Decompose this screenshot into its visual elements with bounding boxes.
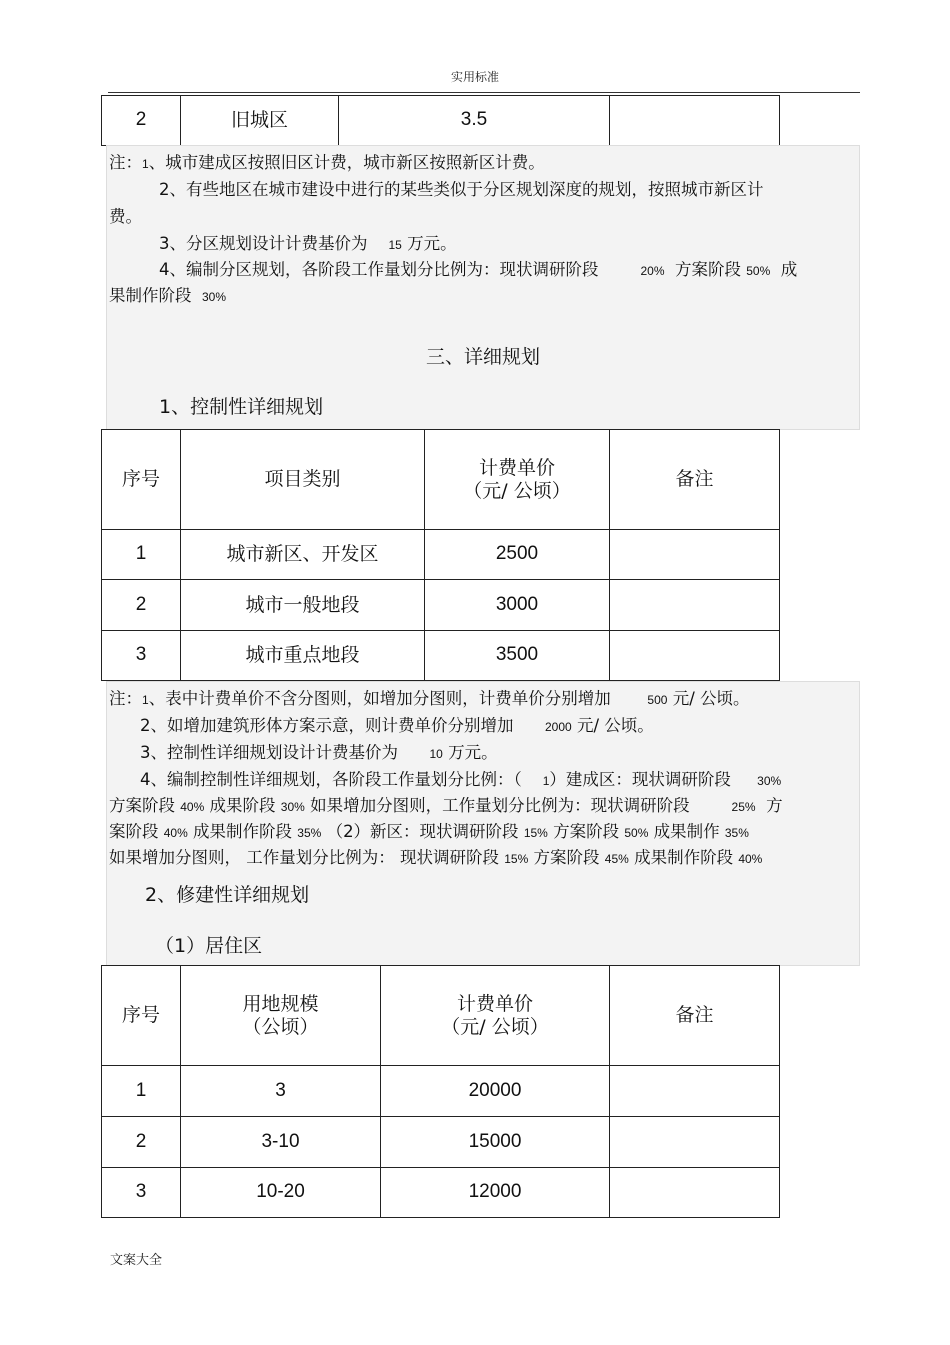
table-row bbox=[102, 530, 780, 580]
note-line: 4、编制分区规划，各阶段工作量划分比例为：现状调研阶段 20% 方案阶段 50% 成 bbox=[159, 260, 798, 279]
cell-price: 20000 bbox=[381, 1066, 610, 1117]
note-line: 如果增加分图则， 工作量划分比例为： 现状调研阶段 15% 方案阶段 45% 成果制作阶段 40% bbox=[109, 848, 763, 867]
subsection-title: （1）居住区 bbox=[155, 935, 263, 957]
table-row bbox=[102, 580, 780, 631]
note-line: 果制作阶段 30% bbox=[109, 286, 227, 305]
table-row bbox=[102, 1168, 780, 1218]
cell-note bbox=[610, 96, 780, 146]
cell-note bbox=[610, 1168, 780, 1218]
cell-note bbox=[610, 631, 780, 681]
header-no: 序号 bbox=[102, 430, 181, 530]
cell-price: 3500 bbox=[425, 631, 610, 681]
header-category: 项目类别 bbox=[181, 430, 425, 530]
note-line: 2、如增加建筑形体方案示意，则计费单价分别增加 2000 元/ 公顷。 bbox=[140, 716, 654, 735]
table-row bbox=[102, 1117, 780, 1168]
note-line: 2、有些地区在城市建设中进行的某些类似于分区规划深度的规划，按照城市新区计 bbox=[159, 180, 764, 199]
cell-no: 2 bbox=[102, 96, 181, 146]
note-line: 费。 bbox=[109, 207, 142, 226]
page-footer: 文案大全 bbox=[110, 1253, 163, 1268]
cell-category: 城市一般地段 bbox=[181, 580, 425, 631]
cell-price: 15000 bbox=[381, 1117, 610, 1168]
cell-no: 2 bbox=[102, 580, 181, 631]
district-fee-table-continued bbox=[101, 95, 780, 146]
header-note: 备注 bbox=[610, 430, 780, 530]
cell-note bbox=[610, 580, 780, 631]
cell-no: 1 bbox=[102, 530, 181, 580]
note-line: 4、编制控制性详细规划，各阶段工作量划分比例：（ 1）建成区：现状调研阶段 30% bbox=[140, 770, 782, 789]
cell-no: 1 bbox=[102, 1066, 181, 1117]
notes-block-2 bbox=[106, 681, 860, 966]
note-line: 3、分区规划设计计费基价为 15 万元。 bbox=[159, 234, 457, 253]
table-row bbox=[102, 1066, 780, 1117]
subsection-title: 2、修建性详细规划 bbox=[145, 884, 310, 906]
cell-value: 3.5 bbox=[339, 96, 610, 146]
section-title: 三、详细规划 bbox=[425, 346, 540, 368]
header-no: 序号 bbox=[102, 966, 181, 1066]
cell-no: 2 bbox=[102, 1117, 181, 1168]
cell-category: 城市新区、开发区 bbox=[181, 530, 425, 580]
header-price: 计费单价 （元/ 公顷） bbox=[425, 430, 610, 530]
header-divider bbox=[108, 92, 860, 93]
note-line: 注：1、表中计费单价不含分图则，如增加分图则，计费单价分别增加 500 元/ 公顷。 bbox=[109, 689, 750, 708]
cell-note bbox=[610, 530, 780, 580]
cell-scale: 10-20 bbox=[181, 1168, 381, 1218]
cell-price: 3000 bbox=[425, 580, 610, 631]
note-line: 方案阶段 40% 成果阶段 30% 如果增加分图则，工作量划分比例为：现状调研阶段 25% 方 bbox=[109, 796, 783, 815]
notes-block-1 bbox=[106, 145, 860, 430]
subsection-title: 1、控制性详细规划 bbox=[159, 396, 324, 418]
header-price: 计费单价 （元/ 公顷） bbox=[381, 966, 610, 1066]
header-note: 备注 bbox=[610, 966, 780, 1066]
regulatory-plan-fee-table bbox=[101, 429, 780, 681]
cell-scale: 3 bbox=[181, 1066, 381, 1117]
residential-fee-table bbox=[101, 965, 780, 1218]
table-header-row bbox=[102, 430, 780, 530]
cell-note bbox=[610, 1117, 780, 1168]
table-row bbox=[102, 96, 780, 146]
cell-scale: 3-10 bbox=[181, 1117, 381, 1168]
page-header: 实用标准 bbox=[450, 70, 499, 84]
note-line: 注：1、城市建成区按照旧区计费，城市新区按照新区计费。 bbox=[109, 153, 545, 172]
cell-category: 城市重点地段 bbox=[181, 631, 425, 681]
cell-note bbox=[610, 1066, 780, 1117]
cell-category: 旧城区 bbox=[181, 96, 339, 146]
note-line: 3、控制性详细规划设计计费基价为 10 万元。 bbox=[140, 743, 498, 762]
cell-price: 2500 bbox=[425, 530, 610, 580]
table-row bbox=[102, 631, 780, 681]
cell-price: 12000 bbox=[381, 1168, 610, 1218]
header-scale: 用地规模 （公顷） bbox=[181, 966, 381, 1066]
cell-no: 3 bbox=[102, 631, 181, 681]
table-header-row bbox=[102, 966, 780, 1066]
cell-no: 3 bbox=[102, 1168, 181, 1218]
note-line: 案阶段 40% 成果制作阶段 35% （2）新区：现状调研阶段 15% 方案阶段 50% 成果制作 35% bbox=[109, 822, 749, 841]
